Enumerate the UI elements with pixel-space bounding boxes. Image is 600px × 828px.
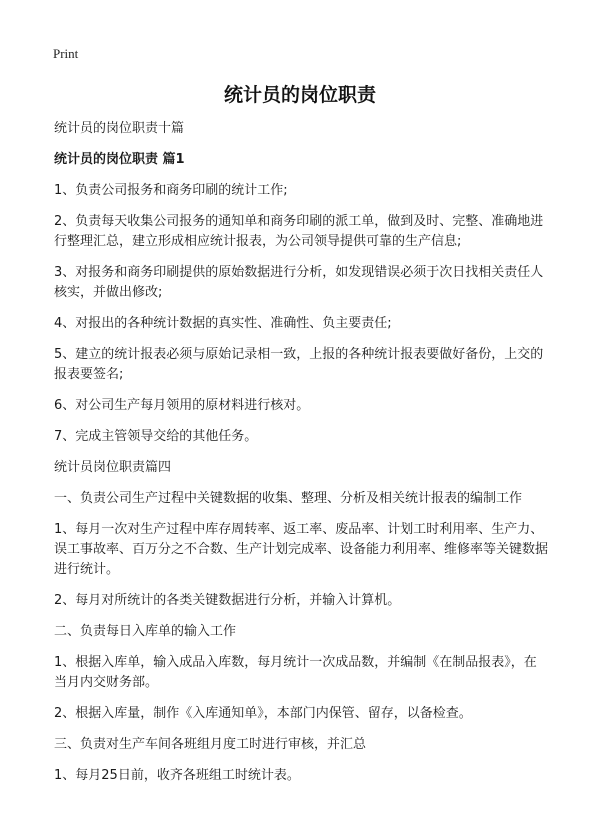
paragraph: 统计员的岗位职责 篇1 — [54, 152, 185, 167]
paragraph: 1、每月一次对生产过程中库存周转率、返工率、废品率、计划工时利用率、生产力、误工事故率、百万分之不合数、生产计划完成率、设备能力利用率、维修率等关键数据进行统计。 — [54, 522, 549, 577]
paragraph: 6、对公司生产每月领用的原材料进行核对。 — [54, 398, 310, 413]
print-label: Print — [53, 46, 79, 61]
paragraph: 统计员岗位职责篇四 — [54, 460, 172, 475]
paragraph: 统计员的岗位职责十篇 — [54, 121, 185, 136]
document-title: 统计员的岗位职责 — [223, 84, 376, 106]
paragraph: 2、每月对所统计的各类关键数据进行分析，并输入计算机。 — [54, 593, 401, 608]
paragraph: 3、对报务和商务印刷提供的原始数据进行分析，如发现错误必须于次日找相关责任人核实，并做出修改; — [54, 265, 544, 300]
paragraph: 7、完成主管领导交给的其他任务。 — [54, 429, 258, 444]
paragraph: 5、建立的统计报表必须与原始记录相一致，上报的各种统计报表要做好备份，上交的报表要签名; — [54, 347, 544, 382]
paragraph: 二、负责每日入库单的输入工作 — [54, 624, 237, 639]
paragraph: 一、负责公司生产过程中关键数据的收集、整理、分析及相关统计报表的编制工作 — [54, 491, 523, 506]
paragraph: 4、对报出的各种统计数据的真实性、准确性、负主要责任; — [54, 316, 392, 331]
paragraph: 三、负责对生产车间各班组月度工时进行审核，并汇总 — [54, 737, 367, 752]
paragraph: 2、负责每天收集公司报务的通知单和商务印刷的派工单，做到及时、完整、准确地进行整理汇总，建立形成相应统计报表，为公司领导提供可靠的生产信息; — [54, 214, 544, 249]
paragraph: 1、负责公司报务和商务印刷的统计工作; — [54, 183, 288, 198]
paragraph: 2、根据入库量，制作《入库通知单》，本部门内保管、留存，以备检查。 — [54, 706, 472, 721]
paragraph: 1、每月25日前，收齐各班组工时统计表。 — [54, 768, 300, 783]
document-body — [54, 119, 548, 797]
paragraph: 1、根据入库单，输入成品入库数，每月统计一次成品数，并编制《在制品报表》，在当月内交财务部。 — [54, 655, 537, 690]
